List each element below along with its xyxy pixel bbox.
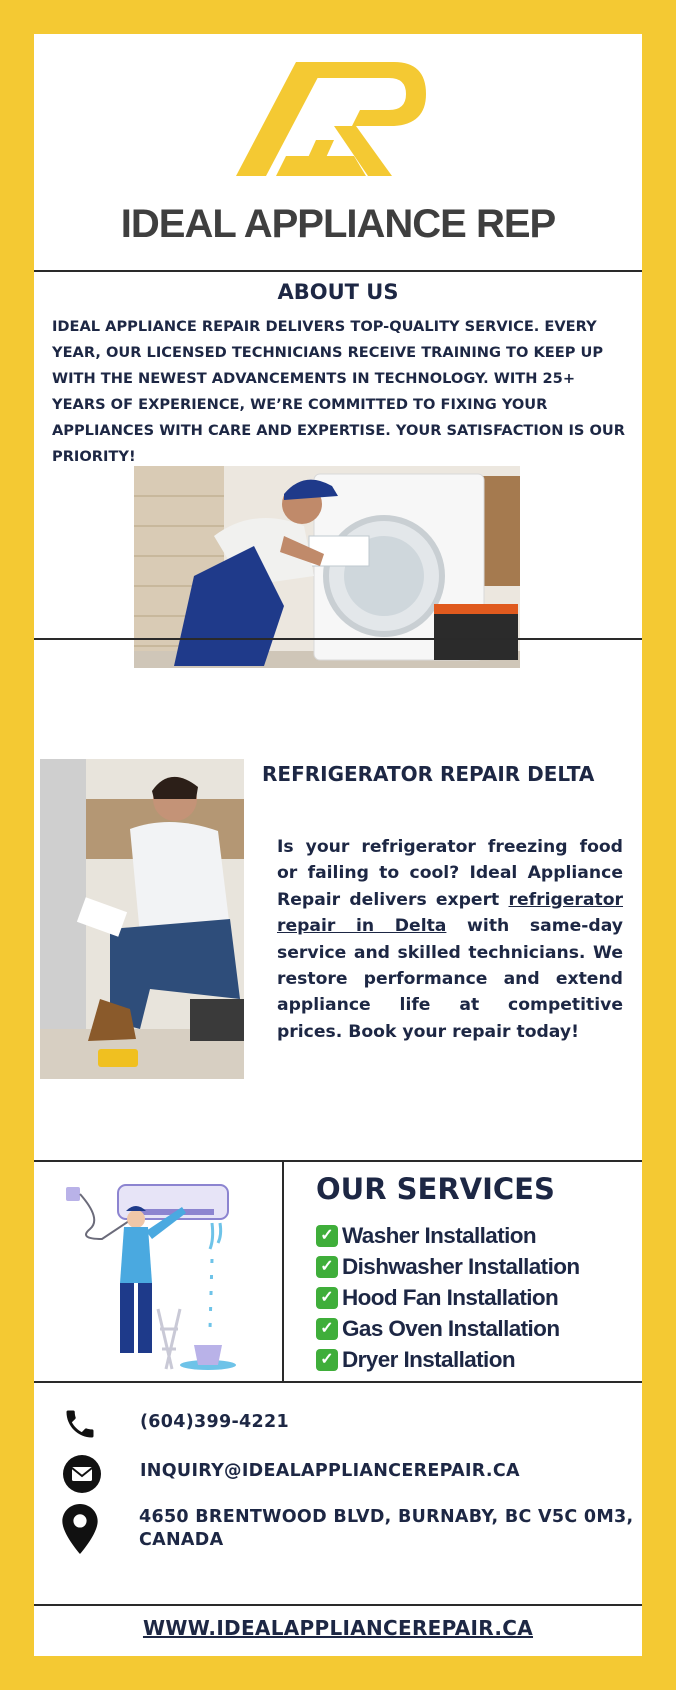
services-list xyxy=(316,1220,580,1375)
poster-card xyxy=(34,34,642,1656)
service-label: Dryer Installation xyxy=(342,1346,516,1372)
website-link[interactable]: WWW.IDEALAPPLIANCEREPAIR.CA xyxy=(142,1616,534,1640)
about-body: IDEAL APPLIANCE REPAIR DELIVERS TOP-QUALITY SERVICE. EVERY YEAR, OUR LICENSED TECHNICIANS RECEIVE TRAINING TO KEEP UP WITH THE NEWEST ADVANCEMENTS IN TECHNOLOGY. WITH 25+ YEARS OF EXPERIENCE, WE’RE COMMITTED TO FIXING YOUR APPLIANCES WITH CARE AND EXPERTISE. YOUR SATISFACTION IS OUR PRIORITY! xyxy=(52,318,626,465)
list-item xyxy=(316,1220,580,1251)
checkmark-icon: ✓ xyxy=(316,1287,338,1309)
service-label: Hood Fan Installation xyxy=(342,1284,559,1310)
refrigerator-body-text: Is your refrigerator freezing food or failing to cool? Ideal Appliance Repair delivers expert xyxy=(277,837,623,910)
contact-address: 4650 BRENTWOOD BLVD, BURNABY, BC V5C 0M3, CANADA xyxy=(139,1507,634,1550)
about-title: ABOUT US xyxy=(277,280,399,304)
list-item xyxy=(316,1344,580,1375)
refrigerator-title: REFRIGERATOR REPAIR DELTA xyxy=(262,762,595,786)
list-item xyxy=(316,1313,580,1344)
brand-name: IDEAL APPLIANCE REP xyxy=(120,202,556,246)
refrigerator-technician-photo xyxy=(40,759,244,1079)
email-icon xyxy=(62,1454,102,1494)
services-title: OUR SERVICES xyxy=(316,1172,555,1206)
service-label: Washer Installation xyxy=(342,1222,537,1248)
contact-address-row xyxy=(34,1504,642,1564)
contact-phone-row xyxy=(34,1404,642,1444)
checkmark-icon: ✓ xyxy=(316,1318,338,1340)
refrigerator-body xyxy=(277,834,623,1045)
divider xyxy=(34,1160,642,1162)
contact-email-row xyxy=(34,1452,642,1496)
checkmark-icon: ✓ xyxy=(316,1256,338,1278)
divider xyxy=(34,270,642,272)
list-item xyxy=(316,1251,580,1282)
checkmark-icon: ✓ xyxy=(316,1349,338,1371)
refrigerator-repair-link[interactable]: refrigerator repair in Delta xyxy=(277,889,623,937)
divider xyxy=(34,638,642,640)
service-label: Dishwasher Installation xyxy=(342,1253,580,1279)
location-pin-icon xyxy=(62,1504,98,1554)
brand-logo-icon xyxy=(34,44,642,194)
phone-icon xyxy=(62,1406,98,1442)
contact-phone[interactable]: (604)399-4221 xyxy=(140,1412,289,1432)
service-label: Gas Oven Installation xyxy=(342,1315,560,1341)
refrigerator-body-text: with same-day service and skilled technicians. We restore performance and extend appliance life at competitive prices. Book your repair today! xyxy=(277,916,623,1042)
list-item xyxy=(316,1282,580,1313)
divider xyxy=(282,1161,284,1381)
ac-technician-illustration xyxy=(62,1179,272,1374)
divider xyxy=(34,1604,642,1606)
contact-email[interactable]: INQUIRY@IDEALAPPLIANCEREPAIR.CA xyxy=(140,1461,520,1481)
checkmark-icon: ✓ xyxy=(316,1225,338,1247)
divider xyxy=(34,1381,642,1383)
